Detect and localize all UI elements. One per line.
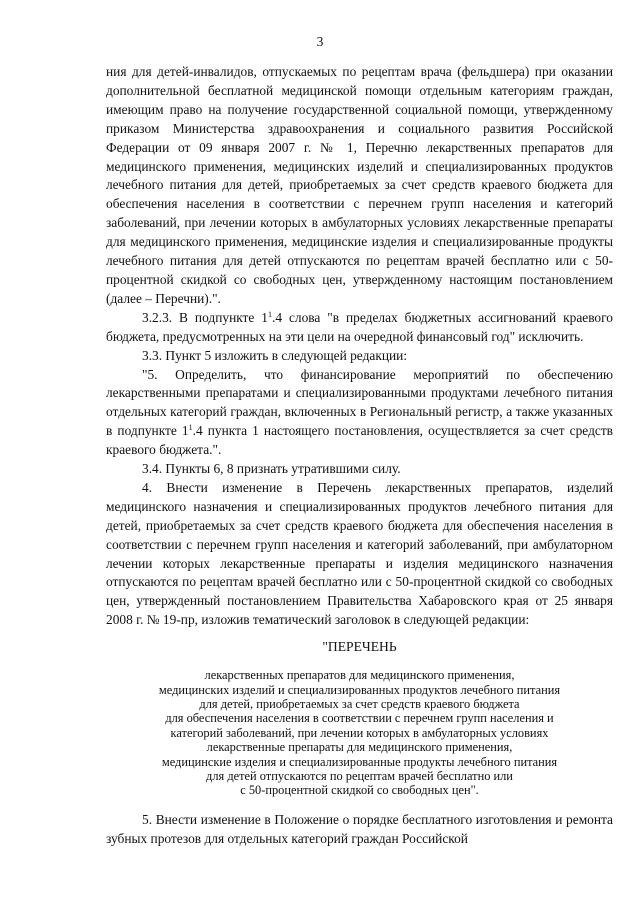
page-number: 3 [316, 34, 324, 49]
subtitle-line: медицинских изделий и специализированных продуктов лечебного питания [158, 682, 561, 697]
paragraph-3-2-3-text-end: .4 слова "в пределах бюджетных ассигнований краевого бюджета, предусмотренных на эти цели на очередной финансовый год" исключить. [106, 309, 613, 344]
subtitle-line: с 50-процентной скидкой со свободных цен". [240, 783, 479, 798]
document-body [106, 63, 613, 849]
paragraph-3-2-3-text-start: 3.2.3. В подпункте 1 [142, 309, 268, 325]
superscript-index: 1 [188, 423, 193, 433]
paragraph-3-2-3 [106, 309, 613, 347]
paragraph-3-3: 3.3. Пункт 5 изложить в следующей редакции: [142, 347, 408, 363]
subtitle-line: для детей отпускаются по рецептам врачей бесплатно или [206, 768, 513, 783]
subtitle-line: для обеспечения населения в соответствии с перечнем групп населения и [165, 711, 554, 726]
subtitle-line: категорий заболеваний, при лечении которых в амбулаторных условиях [170, 725, 549, 740]
list-heading-title: "ПЕРЕЧЕНЬ [322, 639, 397, 655]
paragraph-continuation: ния для детей-инвалидов, отпускаемых по рецептам врача (фельдшера) при оказании дополнительной бесплатной медицинской помощи отдельным категориям граждан, имеющим право на получение государственной социальной помощи, утвержденному приказом Министерства здравоохранения и социального развития Российской Федерации от 09 января 2007 г. № 1, Перечню лекарственных препаратов для медицинского применения, медицинских изделий и специализированных продуктов лечебного питания для детей, приобретаемых за счет средств краевого бюджета для обеспечения населения в соответствии с перечнем групп населения и категорий заболеваний, при лечении которых в амбулаторных условиях лекарственные препараты для медицинского применения, медицинские изделия и специализированные продукты лечебного питания для детей отпускаются по рецептам врачей бесплатно или с 50-процентной скидкой со свободных цен, утвержденному настоящим постановлением (далее – Перечни).". [106, 64, 613, 306]
list-heading-subtitle [106, 668, 613, 798]
paragraph-5: 5. Внести изменение в Положение о порядке бесплатного изготовления и ремонта зубных протезов для отдельных категорий граждан Российской [106, 811, 613, 846]
paragraph-item-5-text-end: .4 пункта 1 настоящего постановления, осуществляется за счет средств краевого бюджета.". [106, 423, 613, 458]
paragraph-3-4: 3.4. Пункты 6, 8 признать утратившими силу. [142, 461, 401, 477]
subtitle-line: для детей, приобретаемых за счет средств краевого бюджета [199, 696, 520, 711]
paragraph-item-5-quote [106, 366, 613, 461]
subtitle-line: лекарственных препаратов для медицинского применения, [204, 668, 515, 683]
subtitle-line: медицинские изделия и специализированные продукты лечебного питания [161, 754, 558, 769]
superscript-index: 1 [267, 309, 272, 319]
paragraph-4: 4. Внести изменение в Перечень лекарственных препаратов, изделий медицинского назначения и специализированных продуктов лечебного питания для детей, приобретаемых за счет средств краевого бюджета для обеспечения населения в соответствии с перечнем групп населения и категорий заболеваний, при амбулаторном лечении которых лекарственные препараты и изделия медицинского назначения отпускаются по рецептам врачей бесплатно или с 50-процентной скидкой со свободных цен, утвержденный постановлением Правительства Хабаровского края от 25 января 2008 г. № 19-пр, изложив тематический заголовок в следующей редакции: [106, 479, 613, 628]
subtitle-line: лекарственные препараты для медицинского применения, [206, 740, 513, 755]
paragraph-item-5-text-start: "5. Определить, что финансирование мероприятий по обеспечению лекарственными препаратами и специализированными продуктами лечебного питания отдельных категорий граждан, включенных в Региональный регистр, а также указанных в подпункте 1 [106, 366, 613, 439]
